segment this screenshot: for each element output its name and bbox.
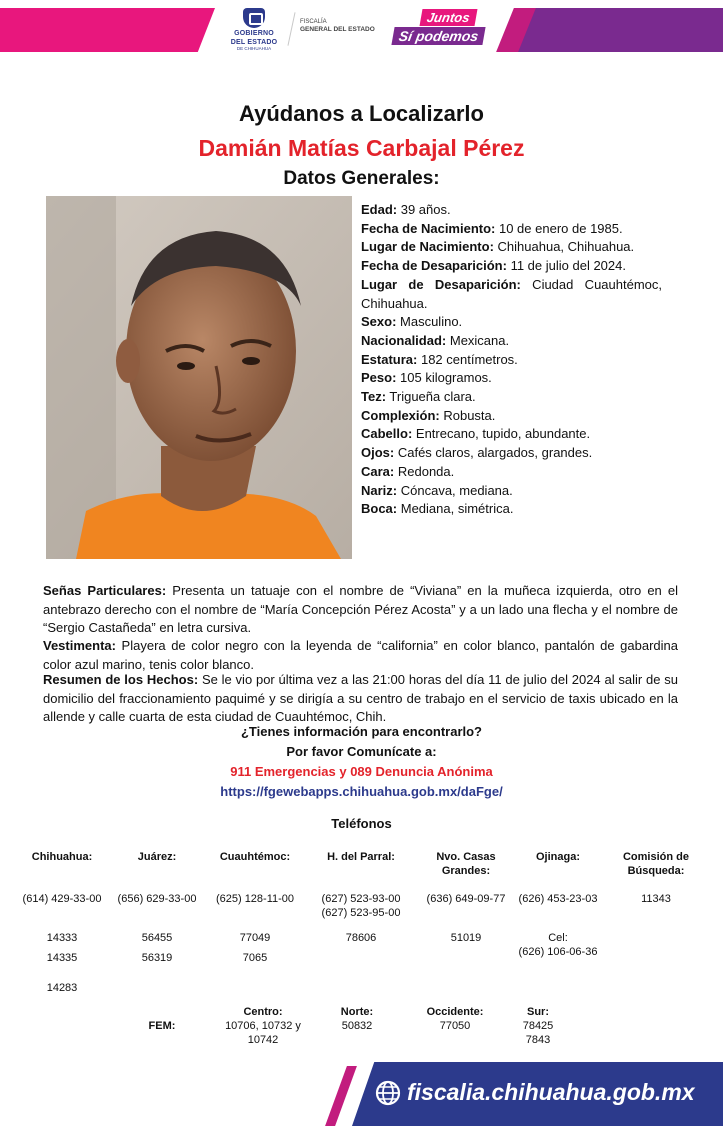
fem-name-1: Norte: — [340, 1006, 374, 1018]
contact-question: ¿Tienes información para encontrarlo? — [240, 724, 483, 739]
footer-site-link[interactable]: fiscalia.chihuahua.gob.mx — [407, 1079, 695, 1105]
slogan-logo — [393, 9, 497, 49]
fem-label: FEM: — [148, 1020, 176, 1032]
detail-edad: Edad: 39 años. — [361, 202, 451, 217]
phone-header-0: Chihuahua: — [31, 851, 93, 863]
senas-particulares: Señas Particulares: Presenta un tatuaje con el nombre de “Viviana” en la muñeca izquierda, otro en el antebrazo derecho con el nombre de “María Concepción Pérez Acosta” y a un lado una flecha y el nombre de “Sergio Castañeda” en letra cursiva. — [43, 583, 678, 636]
phone-ext1-5: Cel: (626) 106-06-36 — [518, 932, 598, 958]
fem-name-2: Occidente: — [426, 1006, 484, 1018]
phone-header-5: Ojinaga: — [535, 851, 580, 863]
detail-sexo: Sexo: Masculino. — [361, 314, 463, 330]
phone-ext1-2: 77049 — [239, 932, 271, 944]
page-title: Ayúdanos a Localizarlo — [239, 101, 484, 126]
phone-main-6: 11343 — [641, 893, 671, 905]
phone-ext1-3: 78606 — [345, 932, 377, 944]
gob-logo-line2: DEL ESTADO — [230, 39, 278, 46]
phone-main-5: (626) 453-23-03 — [518, 893, 598, 905]
contact-please: Por favor Comunícate a: — [286, 744, 437, 759]
detail-lugar-nacimiento: Lugar de Nacimiento: Chihuahua, Chihuahua. — [361, 239, 635, 255]
phone-main-1: (656) 629-33-00 — [117, 893, 197, 905]
fiscalia-header-logo — [300, 18, 375, 34]
detail-nacionalidad: Nacionalidad: Mexicana. — [361, 332, 510, 348]
detail-cara: Cara: Redonda. — [361, 463, 455, 479]
phone-ext2-0: 14335 — [46, 952, 78, 964]
fem-value-3: 78425 7843 — [522, 1020, 554, 1046]
fem-value-2: 77050 — [439, 1020, 471, 1032]
phone-main-4: (636) 649-09-77 — [426, 893, 506, 905]
phone-ext2-2: 7065 — [242, 952, 268, 964]
detail-boca: Boca: Mediana, simétrica. — [361, 501, 514, 517]
phone-header-2: Cuauhtémoc: — [219, 851, 291, 863]
phone-ext1-4: 51019 — [450, 932, 482, 944]
detail-tez: Tez: Trigueña clara. — [361, 389, 476, 405]
phone-header-4: Nvo. Casas Grandes: — [436, 851, 496, 877]
details-list — [361, 201, 662, 519]
phone-ext3-0: 14283 — [46, 982, 78, 994]
gob-logo-line3: DE CHIHUAHUA — [236, 46, 272, 51]
phone-header-1: Juárez: — [137, 851, 177, 863]
vestimenta: Vestimenta: Playera de color negro con la leyenda de “california” en color blanco, pantalón de gabardina color azul marino, tenis color blanco. — [43, 638, 678, 672]
shield-icon — [243, 8, 265, 28]
detail-ojos: Ojos: Cafés claros, alargados, grandes. — [361, 445, 593, 461]
detail-fecha-desaparicion: Fecha de Desaparición: 11 de julio del 2024. — [361, 258, 626, 274]
contact-url-link[interactable]: https://fgewebapps.chihuahua.gob.mx/daFge/ — [220, 784, 503, 799]
slogan-line2: Sí podemos — [391, 27, 486, 45]
detail-cabello: Cabello: Entrecano, tupido, abundante. — [361, 426, 591, 442]
phone-header-6: Comisión de Búsqueda: — [622, 851, 689, 877]
footer-stripe — [325, 1066, 357, 1126]
section-title: Datos Generales: — [283, 168, 440, 189]
detail-estatura: Estatura: 182 centímetros. — [361, 351, 518, 367]
gobierno-logo — [222, 8, 286, 54]
phone-ext1-0: 14333 — [46, 932, 78, 944]
globe-icon — [375, 1080, 401, 1106]
header-purple-band — [503, 8, 723, 52]
phone-main-3: (627) 523-93-00 (627) 523-95-00 — [321, 893, 401, 919]
person-photo — [46, 196, 352, 559]
phone-header-3: H. del Parral: — [327, 851, 395, 863]
phone-main-0: (614) 429-33-00 — [22, 893, 102, 905]
gob-logo-line1: GOBIERNO — [234, 30, 274, 37]
header-divider — [287, 12, 295, 45]
header-pink-band — [0, 8, 215, 52]
fem-value-1: 50832 — [341, 1020, 373, 1032]
detail-nariz: Nariz: Cóncava, mediana. — [361, 482, 513, 498]
detail-peso: Peso: 105 kilogramos. — [361, 370, 492, 386]
fiscalia-line1: FISCALÍA — [300, 19, 327, 25]
resumen-hechos: Resumen de los Hechos: Se le vio por última vez a las 21:00 horas del día 11 de julio del 2024 al salir de su domicilio del fraccionamiento paquimé y se dirigía a su centro de trabajo en el servicio de taxis ubicado en la allende y calle cuarta de esta ciudad de Cuauhtémoc, Chih. — [43, 672, 678, 725]
fiscalia-line2: GENERAL DEL ESTADO — [300, 26, 375, 33]
detail-complexion: Complexión: Robusta. — [361, 407, 496, 423]
phone-main-2: (625) 128-11-00 — [215, 893, 295, 905]
phone-ext2-1: 56319 — [141, 952, 173, 964]
slogan-line1: Juntos — [420, 9, 478, 26]
detail-fecha-nacimiento: Fecha de Nacimiento: 10 de enero de 1985. — [361, 220, 623, 236]
fem-value-0: 10706, 10732 y 10742 — [225, 1020, 301, 1046]
detail-lugar-desaparicion: Lugar de Desaparición: Ciudad Cuauhtémoc, Chihuahua. — [361, 276, 662, 311]
person-name: Damián Matías Carbajal Pérez — [198, 135, 525, 161]
emergency-numbers: 911 Emergencias y 089 Denuncia Anónima — [230, 764, 493, 779]
fem-name-3: Sur: — [527, 1006, 549, 1018]
fem-name-0: Centro: — [243, 1006, 283, 1018]
phone-ext1-1: 56455 — [141, 932, 173, 944]
phones-title: Teléfonos — [331, 816, 392, 831]
